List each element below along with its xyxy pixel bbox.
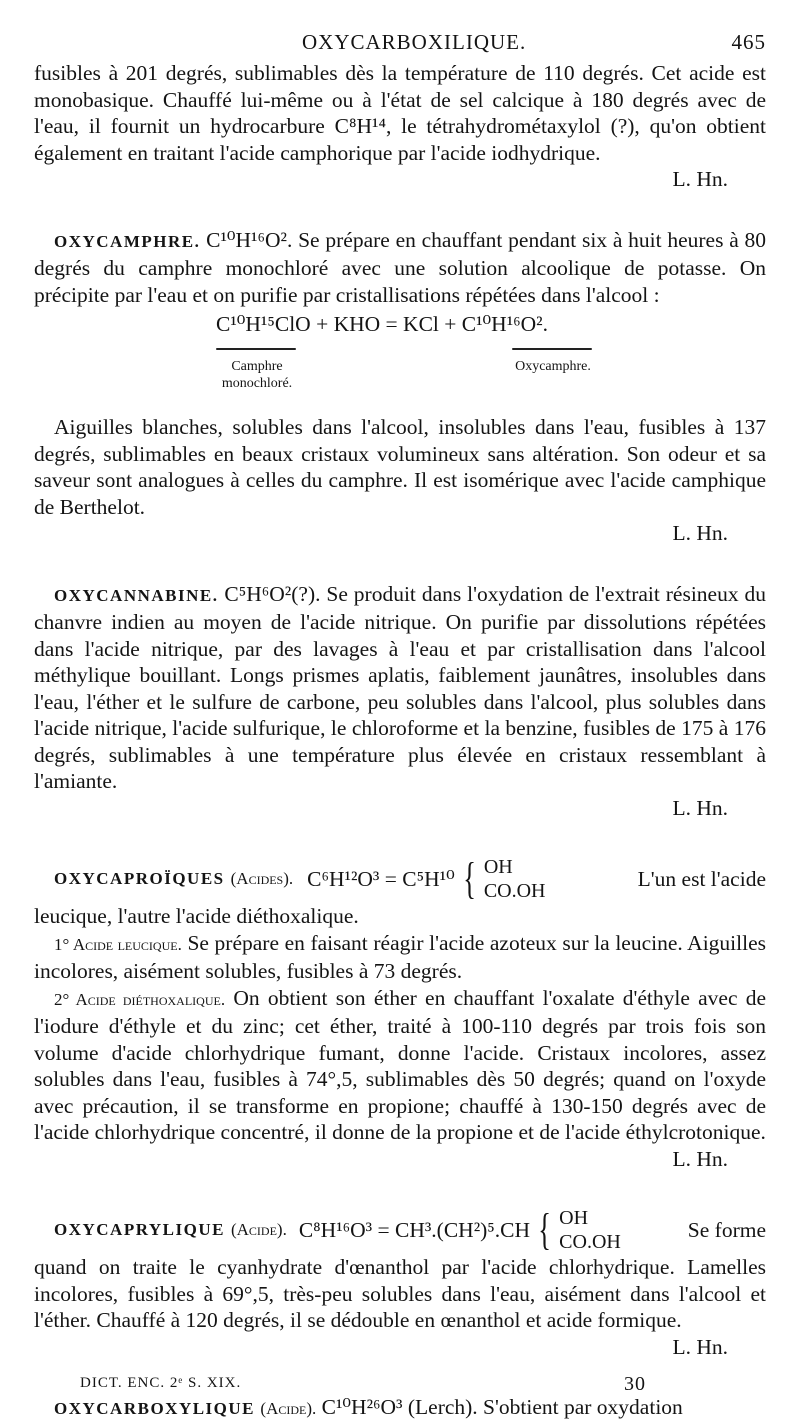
oxycaproiques-tail: L'un est l'acide [637,866,766,891]
oxycannabine-paragraph [34,581,766,795]
oxycaproiques-signature: L. Hn. [672,1146,728,1171]
group-bottom: CO.OH [483,880,546,902]
oxycannabine-text: C⁵H⁶O²(?). Se produit dans l'oxydation de l'extrait résineux du chanvre indien au moyen de l'acide nitrique. On purifie par dissolutions répétées dans l'acide nitrique, par des lavages à l'eau et par cristallisation dans l'alcool méthylique bouillant. Longs prismes aplatis, faiblement jaunâtres, insolubles dans l'eau, l'éther et le sulfure de carbone, peu solubles dans l'alcool, plus solubles dans l'acide nitrique, l'acide sulfurique, le chloroforme et la benzine, fusibles de 175 à 176 degrés, sublimables à une température plus élevée en cristaux ressemblant à l'amiante. [34,581,767,793]
oxycaprylique-signature: L. Hn. [672,1334,728,1359]
oxycaproiques-heading-line [34,855,766,903]
oxycamphre-paragraph [34,227,766,309]
entry-oxycamphre [34,227,766,547]
oxycaproiques-continuation: leucique, l'autre l'acide diéthoxalique. [34,904,359,928]
oxycannabine-heading: OXYCANNABINE. [54,585,219,605]
oxycamphre-text: C¹⁰H¹⁶O². Se prépare en chauffant pendant six à huit heures à 80 degrés du camphre monochloré avec une solution alcoolique de potasse. On précipite par l'eau et on purifie par cristallisations répétées dans l'alcool : [34,227,766,307]
oxycaproiques-group [484,855,546,903]
oxycarboxylique-text: C¹⁰H²⁶O³ (Lerch). S'obtient par oxydation [321,1395,683,1419]
underbrace-right [512,348,592,350]
oxycaprylique-tail: Se forme [687,1217,766,1242]
group-bottom: CO.OH [559,1231,621,1253]
underbrace-left [216,348,296,350]
oxycaproiques-qualifier: (Acides). [230,869,294,888]
entry-oxycaprylique [34,1206,766,1360]
running-title: OXYCARBOXILIQUE. [302,30,527,54]
label-oxycamphre: Oxycamphre. [515,359,591,374]
oxycaprylique-heading-line [34,1206,766,1254]
oxycaprylique-formula: C⁸H¹⁶O³ = CH³.(CH²)⁵.CH [298,1217,531,1242]
oxycamphre-equation [34,312,766,400]
footer-citation: DICT. ENC. 2ᵉ S. XIX. [80,1375,242,1391]
group-top: OH [559,1207,589,1229]
oxycamphre-description: Aiguilles blanches, solubles dans l'alcool, insolubles dans l'eau, fusibles à 137 degrés, sublimables en beaux cristaux volumineux sans altération. Son odeur et sa saveur sont analogues à celles du camphre. Il est isomérique avec l'acide camphique de Berthelot. [34,415,766,519]
oxycarboxylique-heading: OXYCARBOXYLIQUE [54,1399,256,1418]
acide-diethoxalique-text: On obtient son éther en chauffant l'oxalate d'éthyle avec de l'iodure d'éthyle et du zinc; cet éther, traité à 100-110 degrés par trois fois son volume d'acide chlorhydrique fumant, donne l'acide. Cristaux incolores, assez solubles dans l'eau, fusibles à 74°,5, sublimables dès 50 degrés; quand on l'oxyde avec précaution, il se transforme en propione; chauffé à 130-150 degrés avec de l'acide chlorhydrique concentré, il donne de la propione et de l'acide éthylcrotonique. [34,985,767,1144]
page-number: 465 [731,30,766,54]
acide-diethoxalique-paragraph [34,985,766,1146]
entry-oxycannabine [34,581,766,822]
acide-leucique-paragraph [34,930,766,985]
group-top: OH [483,856,513,878]
brace-glyph: { [462,854,476,903]
intro-section [34,60,766,193]
oxycamphre-signature: L. Hn. [672,521,728,545]
running-header [34,24,766,60]
oxycaprylique-group [559,1206,621,1254]
entry-oxycarboxylique [34,1394,766,1423]
acide-leucique-text: Se prépare en faisant réagir l'acide azoteux sur la leucine. Aiguilles incolores, aisément solubles, fusibles à 73 degrés. [34,930,767,983]
oxycaproiques-heading: OXYCAPROÏQUES [54,869,225,888]
oxycannabine-signature: L. Hn. [672,795,728,820]
brace-glyph: { [538,1205,551,1254]
oxycaprylique-qualifier: (Acide). [230,1220,287,1239]
oxycaproiques-formula: C⁶H¹²O³ = C⁵H¹⁰ [307,866,455,891]
oxycarboxylique-paragraph [34,1394,766,1423]
oxycaprylique-heading: OXYCAPRYLIQUE [54,1220,225,1239]
oxycarboxylique-qualifier: (Acide). [260,1399,317,1418]
document-page [34,24,766,1423]
label-camphre-monochlore: Camphre monochloré. [221,359,293,391]
entry-oxycaproiques [34,855,766,1172]
oxycaprylique-continuation: quand on traite le cyanhydrate d'œnanthol par l'acide chlorhydrique. Lamelles incolores, fusibles à 69°,5, très-peu solubles dans l'eau, aisément dans l'alcool et l'éther. Chauffé à 120 degrés, il se dédouble en œnanthol et acide formique. [34,1255,766,1332]
signature-number: 30 [624,1373,646,1395]
intro-paragraph: fusibles à 201 degrés, sublimables dès la température de 110 degrés. Cet acide est monobasique. Chauffé lui-même ou à l'état de sel calcique à 180 degrés avec de l'eau, il fournit un hydrocarbure C⁸H¹⁴, le tétrahydrométaxylol (?), qu'on obtient également en traitant l'acide camphorique par l'acide iodhydrique. [34,61,766,165]
intro-signature: L. Hn. [672,167,728,191]
acide-leucique-label: 1° Acide leucique. [54,934,182,954]
equation-text: C¹⁰H¹⁵ClO + KHO = KCl + C¹⁰H¹⁶O². [216,312,548,336]
page-footer [80,1373,680,1395]
oxycamphre-heading: OXYCAMPHRE. [54,231,201,251]
acide-diethoxalique-label: 2° Acide diéthoxalique. [54,989,226,1009]
